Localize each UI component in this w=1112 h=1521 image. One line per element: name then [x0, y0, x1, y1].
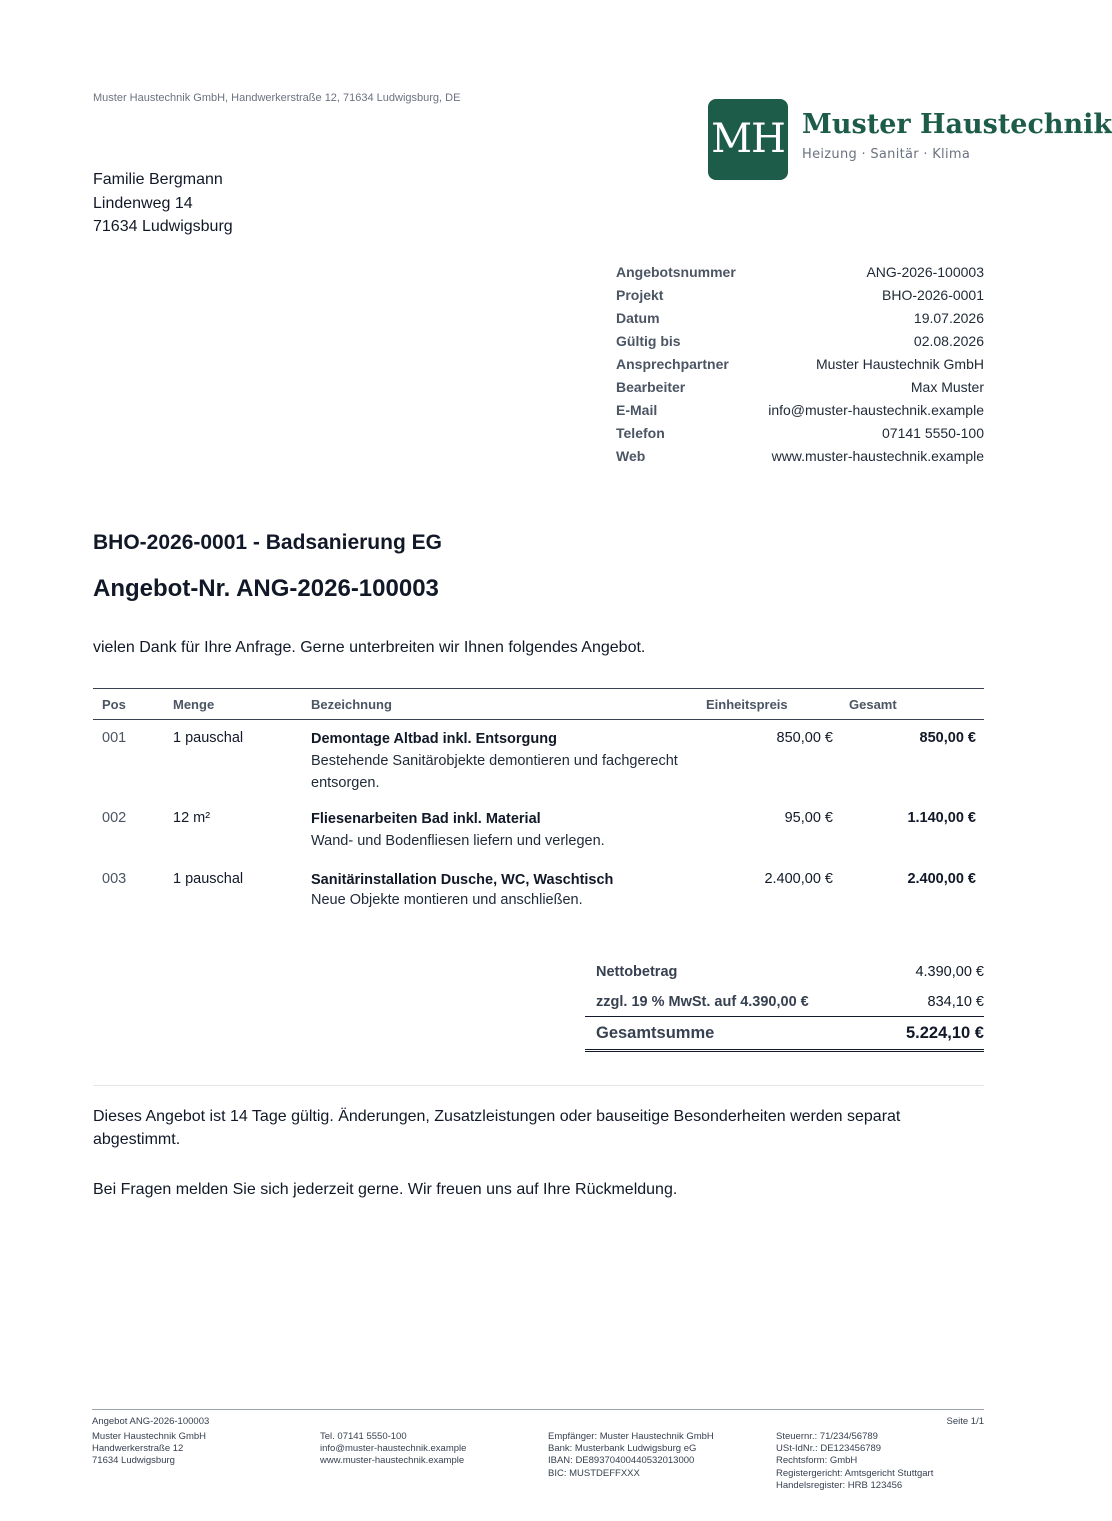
header-description: Bezeichnung — [311, 697, 392, 712]
meta-row-contact — [616, 353, 984, 376]
row-pos: 003 — [102, 871, 127, 887]
row-detail: Neue Objekte montieren und anschließen. — [311, 892, 583, 908]
footer-offer-reference: Angebot ANG-2026-100003 — [92, 1416, 210, 1427]
meta-label: Datum — [616, 310, 660, 326]
meta-row-email — [616, 399, 984, 422]
header-unit-price: Einheitspreis — [706, 697, 788, 712]
meta-label: Gültig bis — [616, 333, 681, 349]
closing-text — [93, 1105, 984, 1228]
footer-line: Steuernr.: 71/234/56789 — [776, 1431, 878, 1442]
row-title: Sanitärinstallation Dusche, WC, Waschtisch — [311, 872, 614, 888]
grand-total-value: 5.224,10 € — [906, 1024, 984, 1042]
recipient-street: Lindenweg 14 — [93, 194, 193, 212]
table-row — [93, 800, 984, 861]
meta-row-date — [616, 307, 984, 330]
meta-row-phone — [616, 422, 984, 445]
net-amount-row — [585, 956, 984, 986]
row-unit-price: 95,00 € — [784, 810, 833, 826]
meta-value: info@muster-haustechnik.example — [768, 402, 984, 418]
offer-meta-table — [616, 261, 984, 468]
recipient-city: 71634 Ludwigsburg — [93, 218, 233, 235]
meta-row-offer-number — [616, 261, 984, 284]
meta-label: Ansprechpartner — [616, 356, 729, 372]
row-unit-price: 850,00 € — [776, 730, 833, 746]
meta-row-editor — [616, 376, 984, 399]
meta-value: www.muster-haustechnik.example — [771, 448, 984, 464]
footer-divider — [92, 1409, 984, 1410]
row-title: Fliesenarbeiten Bad inkl. Material — [311, 811, 541, 827]
recipient-name: Familie Bergmann — [93, 171, 223, 188]
header-qty: Menge — [173, 697, 215, 712]
footer-bank-details — [548, 1431, 714, 1480]
meta-value: 02.08.2026 — [913, 333, 984, 349]
table-row — [93, 861, 984, 921]
meta-label: Bearbeiter — [616, 379, 686, 395]
meta-value: 07141 5550-100 — [882, 425, 984, 441]
section-divider — [93, 1085, 984, 1086]
row-qty: 1 pauschal — [173, 730, 244, 746]
row-title: Demontage Altbad inkl. Entsorgung — [311, 731, 557, 747]
meta-value: Max Muster — [910, 379, 984, 395]
meta-value: BHO-2026-0001 — [882, 287, 984, 303]
row-description — [311, 810, 701, 852]
meta-label: Projekt — [616, 287, 664, 303]
meta-row-project — [616, 284, 984, 307]
footer-line: 71634 Ludwigsburg — [92, 1455, 175, 1467]
logo-tagline: Heizung · Sanitär · Klima — [802, 147, 971, 162]
footer-page-number: Seite 1/1 — [946, 1416, 984, 1427]
footer-line: info@muster-haustechnik.example — [320, 1443, 467, 1455]
totals-block — [585, 956, 984, 1052]
company-logo — [708, 99, 1112, 180]
footer-line: IBAN: DE89370400440532013000 — [548, 1455, 695, 1467]
net-amount-label: Nettobetrag — [596, 964, 678, 980]
footer-company-address — [92, 1431, 206, 1468]
logo-mark: MH — [708, 99, 788, 180]
footer-line: USt-IdNr.: DE123456789 — [776, 1443, 882, 1455]
closing-paragraph-validity: Dieses Angebot ist 14 Tage gültig. Änderungen, Zusatzleistungen oder bauseitige Besonderheiten werden separat abgestimmt. — [93, 1108, 901, 1148]
project-title: BHO-2026-0001 - Badsanierung EG — [93, 531, 442, 554]
row-qty: 1 pauschal — [173, 871, 244, 887]
sender-address-line: Muster Haustechnik GmbH, Handwerkerstraße 12, 71634 Ludwigsburg, DE — [93, 92, 461, 104]
footer-line: Tel. 07141 5550-100 — [320, 1431, 407, 1442]
row-pos: 001 — [102, 730, 127, 746]
net-amount-value: 4.390,00 € — [915, 964, 984, 980]
vat-value: 834,10 € — [927, 994, 984, 1010]
row-unit-price: 2.400,00 € — [764, 871, 833, 887]
table-header — [93, 688, 984, 720]
row-detail: Bestehende Sanitärobjekte demontieren und fachgerecht entsorgen. — [311, 753, 678, 791]
grand-total-row — [585, 1016, 984, 1052]
footer-contact — [320, 1431, 466, 1468]
footer-line: BIC: MUSTDEFFXXX — [548, 1467, 640, 1479]
footer-line: Muster Haustechnik GmbH — [92, 1431, 207, 1442]
row-total: 1.140,00 € — [907, 810, 976, 826]
intro-text: vielen Dank für Ihre Anfrage. Gerne unterbreiten wir Ihnen folgendes Angebot. — [93, 639, 646, 656]
footer-line: Bank: Musterbank Ludwigsburg eG — [548, 1443, 697, 1455]
meta-label: Telefon — [616, 425, 665, 441]
footer-line: Rechtsform: GmbH — [776, 1455, 858, 1467]
footer-line: Handwerkerstraße 12 — [92, 1443, 184, 1455]
row-total: 2.400,00 € — [907, 871, 976, 887]
meta-value: ANG-2026-100003 — [866, 264, 984, 280]
header-total: Gesamt — [849, 697, 897, 712]
header-pos: Pos — [102, 697, 126, 712]
meta-row-valid-until — [616, 330, 984, 353]
row-description — [311, 871, 701, 911]
row-description — [311, 730, 701, 794]
meta-value: Muster Haustechnik GmbH — [815, 356, 984, 372]
meta-row-web — [616, 445, 984, 468]
meta-label: E-Mail — [616, 402, 658, 418]
grand-total-label: Gesamtsumme — [596, 1024, 715, 1042]
footer-line: Registergericht: Amtsgericht Stuttgart — [776, 1467, 934, 1479]
footer-legal-details — [776, 1431, 933, 1492]
footer-line: www.muster-haustechnik.example — [320, 1455, 465, 1467]
recipient-address — [93, 168, 233, 239]
meta-value: 19.07.2026 — [913, 310, 984, 326]
meta-label: Web — [616, 448, 646, 464]
offer-title: Angebot-Nr. ANG-2026-100003 — [93, 575, 439, 602]
vat-row — [585, 986, 984, 1016]
footer-line: Handelsregister: HRB 123456 — [776, 1479, 903, 1491]
vat-label: zzgl. 19 % MwSt. auf 4.390,00 € — [596, 994, 809, 1010]
closing-paragraph-contact: Bei Fragen melden Sie sich jederzeit gerne. Wir freuen uns auf Ihre Rückmeldung. — [93, 1181, 678, 1198]
row-detail: Wand- und Bodenfliesen liefern und verlegen. — [311, 833, 605, 849]
table-row — [93, 720, 984, 800]
row-total: 850,00 € — [919, 730, 976, 746]
row-qty: 12 m² — [173, 810, 211, 826]
meta-label: Angebotsnummer — [616, 264, 736, 280]
footer-line: Empfänger: Muster Haustechnik GmbH — [548, 1431, 714, 1442]
row-pos: 002 — [102, 810, 127, 826]
logo-company-name: Muster Haustechnik — [802, 109, 1112, 140]
line-items-table — [93, 688, 984, 921]
